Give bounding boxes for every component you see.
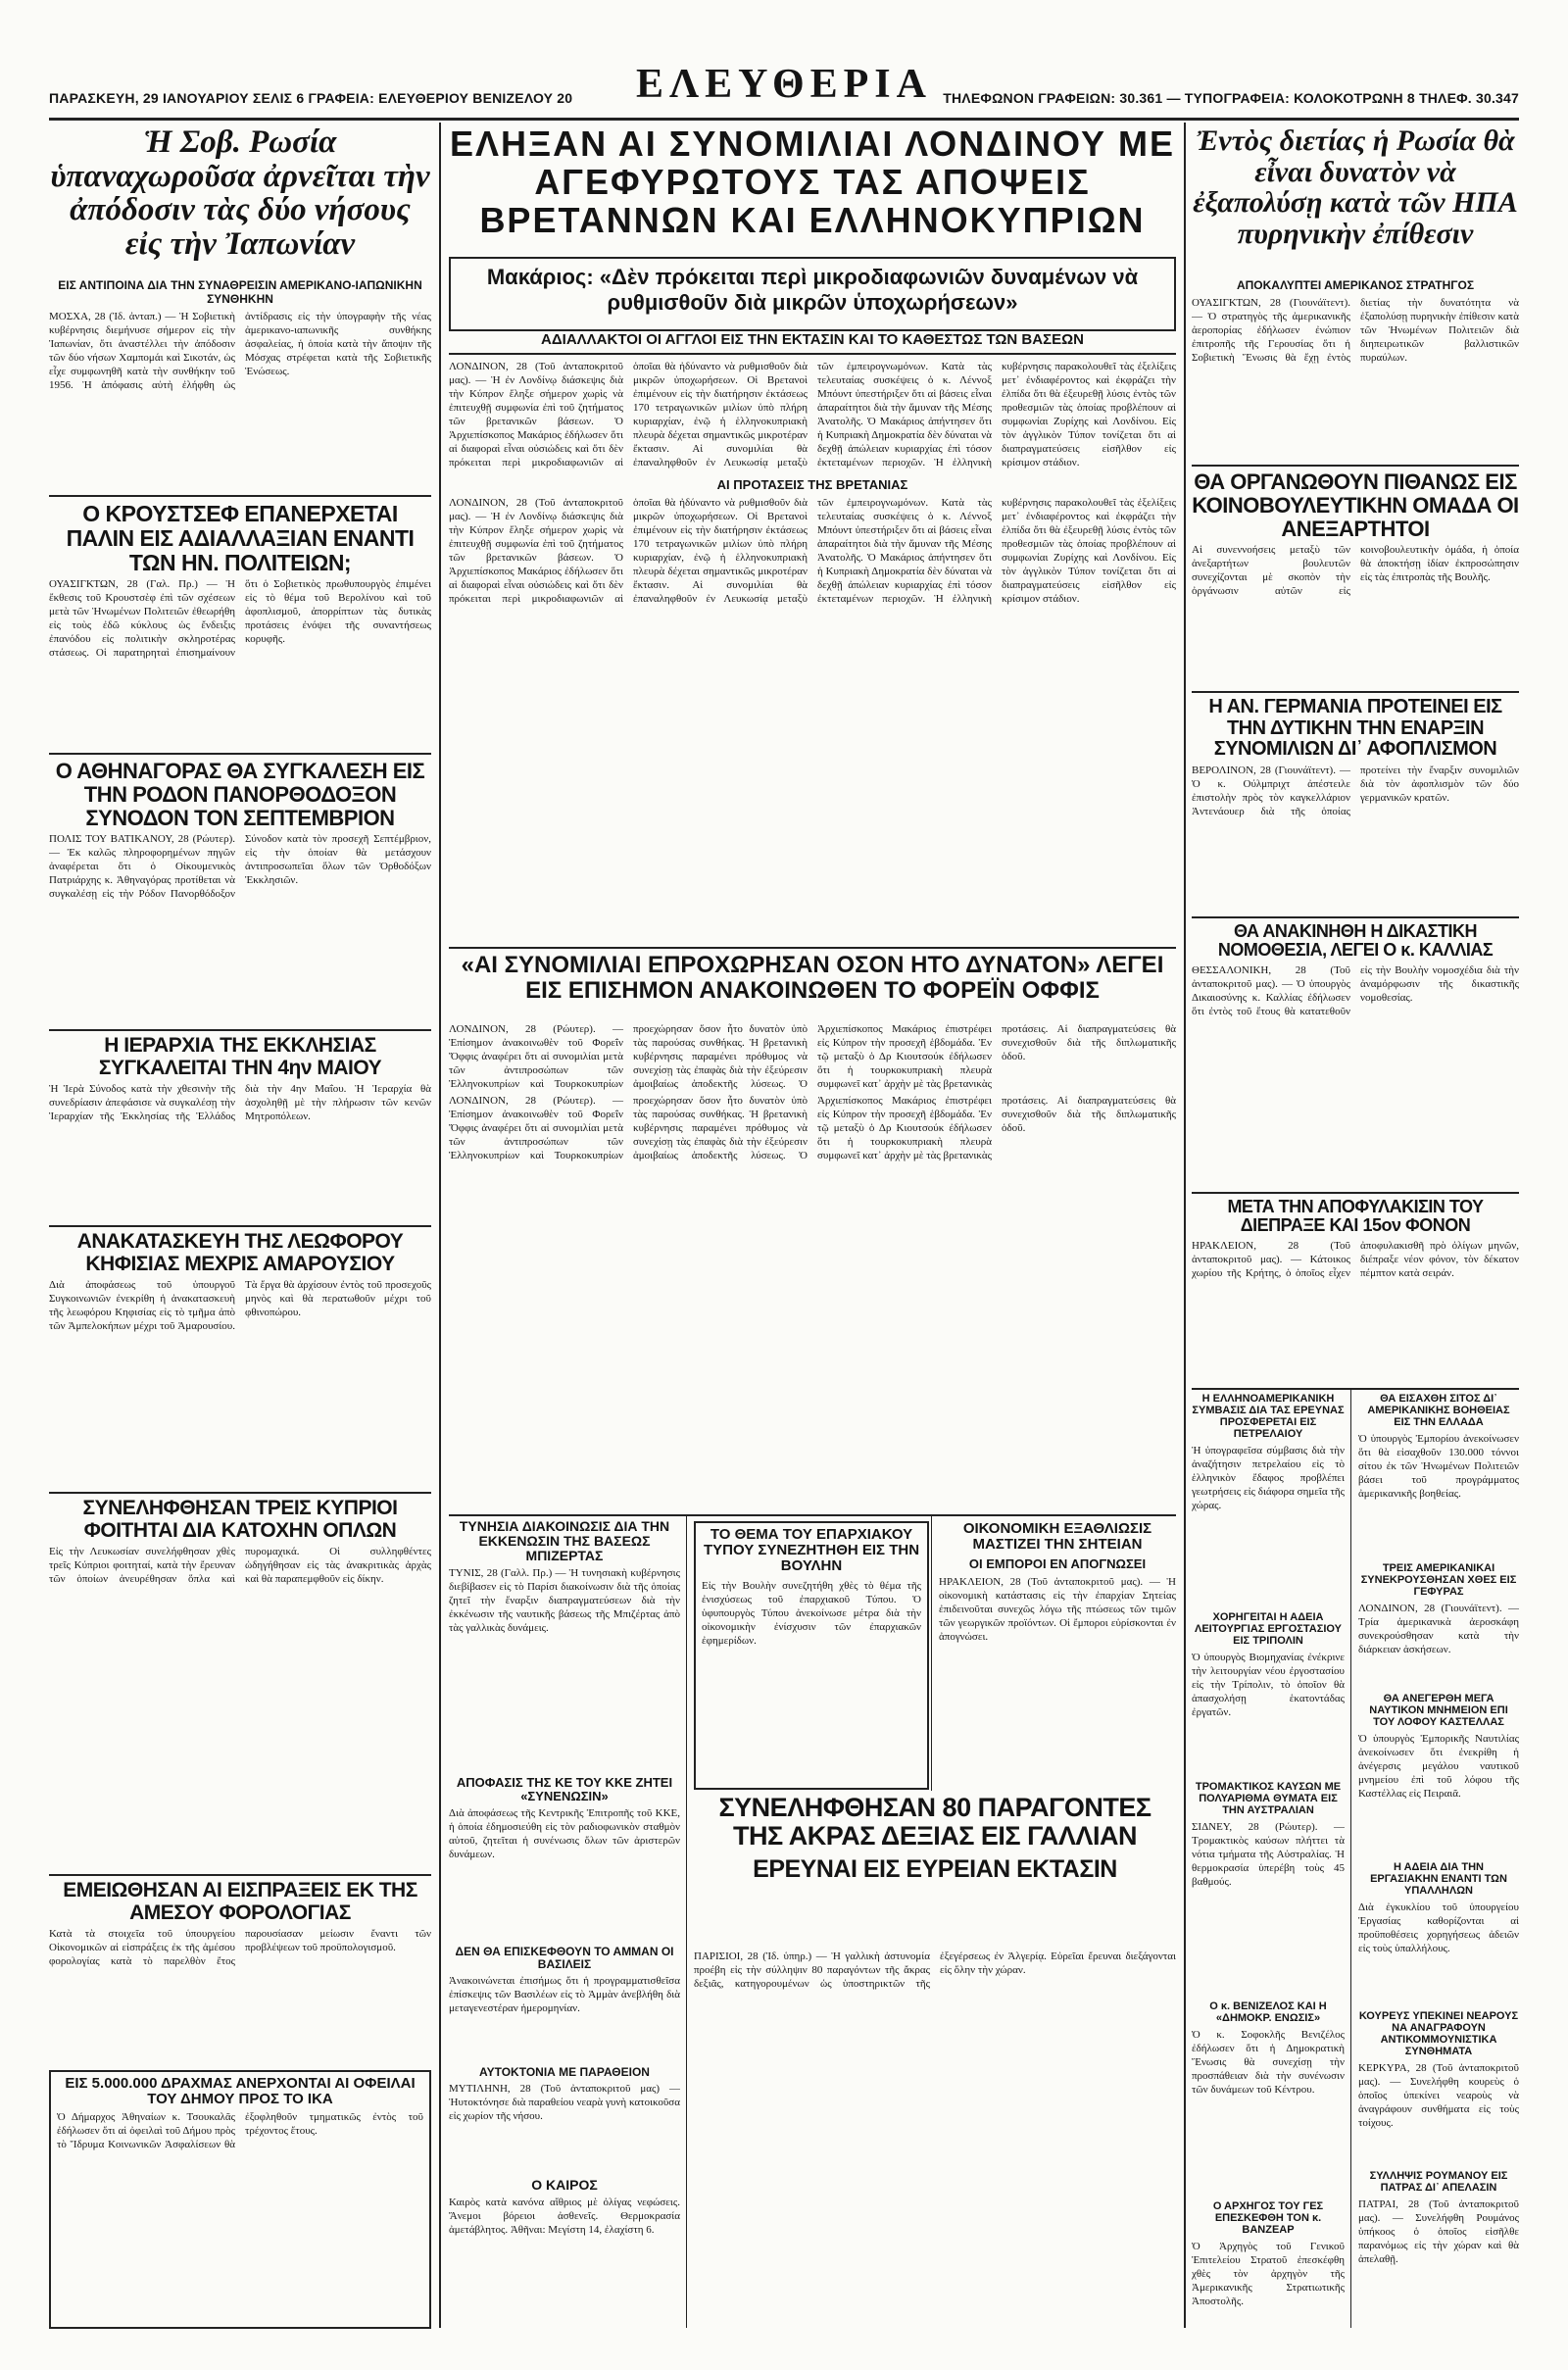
section-rule (1192, 916, 1519, 918)
masthead-phones: ΤΗΛΕΦΩΝΟΝ ΓΡΑΦΕΙΩΝ: 30.361 — ΤΥΠΟΓΡΑΦΕΙΑ: ΚΟΛΟΚΟΤΡΩΝΗ 8 ΤΗΛΕΦ. 30.347 (943, 90, 1519, 106)
headline: Ο ΑΘΗΝΑΓΟΡΑΣ ΘΑ ΣΥΓΚΑΛΕΣΗ ΕΙΣ ΤΗΝ ΡΟΔΟΝ ΠΑΝΟΡΘΟΔΟΞΟΝ ΣΥΝΟΔΟΝ ΤΟΝ ΣΕΠΤΕΜΒΡΙΟΝ (55, 760, 425, 830)
column-rule (1184, 123, 1186, 2328)
article-text: Ὁ Δήμαρχος Ἀθηναίων κ. Τσουκαλᾶς ἐδήλωσεν ὅτι αἱ ὀφειλαὶ τοῦ Δήμου πρὸς τὸ Ἵδρυμα Κοινωνικῶν Ἀσφαλίσεων θὰ ἐξοφληθοῦν τμηματικῶς ἐντὸς τοῦ τρέχοντος ἔτους. (57, 2111, 423, 2151)
article-text: ΠΟΛΙΣ ΤΟΥ ΒΑΤΙΚΑΝΟΥ, 28 (Ρώυτερ). — Ἐκ καλῶς πληροφορημένων πηγῶν ἀναφέρεται ὅτι ὁ Οἰκουμενικὸς Πατριάρχης κ. Ἀθηναγόρας προτίθεται νὰ συγκαλέσῃ εἰς τὴν Ρόδον Πανορθόδοξον Σύνοδον κατὰ τὸν προσεχῆ Σεπτέμβριον, εἰς τὴν ὁποίαν θὰ μετάσχουν ἀντιπροσωπεῖαι ὅλων τῶν Ὀρθοδόξων Ἐκκλησιῶν. (49, 833, 431, 901)
article-russia-nuclear-body (1192, 274, 1519, 461)
article-text: Διὰ ἐγκυκλίου τοῦ ὑπουργείου Ἐργασίας καθορίζονται αἱ προϋποθέσεις χορηγήσεως ἀδειῶν εἰς τοὺς ὑπαλλήλους. (1358, 1901, 1519, 1954)
article-employee-leave (1358, 1862, 1519, 2009)
article-text: ΤΥΝΙΣ, 28 (Γαλλ. Πρ.) — Ἡ τυνησιακὴ κυβέρνησις διεβίβασεν εἰς τὸ Παρίσι διακοίνωσιν διὰ τῆς ὁποίας ζητεῖ τὴν ἔναρξιν διαπραγματεύσεων διὰ τὴν ἐκκένωσιν τῆς ναυτικῆς βάσεως τῆς Μπιζέρτας ἀπὸ τὰς γαλλικὰς δυνάμεις. (449, 1567, 680, 1635)
article-text: Ὁ κ. Σοφοκλῆς Βενιζέλος ἐδήλωσεν ὅτι ἡ Δημοκρατικὴ Ἕνωσις θὰ συνεχίσῃ τὴν προσπάθειαν διὰ τὴν συνένωσιν τῶν δυνάμεων τοῦ Κέντρου. (1192, 2028, 1345, 2096)
article-text: ΛΟΝΔΙΝΟΝ, 28 (Τοῦ ἀνταποκριτοῦ μας). — Ἡ ἐν Λονδίνῳ διάσκεψις διὰ τὴν Κύπρον ἔληξε σήμερον χωρὶς νὰ ἐπιτευχθῇ συμφωνία ἐπὶ τοῦ ζητήματος τῶν βρετανικῶν βάσεων. Ὁ Ἀρχιεπίσκοπος Μακάριος ἐδήλωσεν ὅτι αἱ διαφοραὶ εἶναι οὐσιώδεις καὶ ὅτι δὲν πρόκειται περὶ μικροδιαφωνιῶν αἱ ὁποῖαι θὰ ἠδύναντο νὰ ρυθμισθοῦν διὰ μικρῶν ὑποχωρήσεων. Οἱ Βρετανοὶ ἐπιμένουν εἰς τὴν διατήρησιν ἐκτάσεως 170 τετραγωνικῶν μιλίων ὑπὸ πλήρη κυριαρχίαν, ἐνῷ ἡ ἑλληνοκυπριακὴ πλευρὰ δέχεται σημαντικῶς μικροτέραν ἔκτασιν. Αἱ συνομιλίαι θὰ ἐπαναληφθοῦν ἐν Λευκωσίᾳ μεταξὺ τῶν ἐμπειρογνωμόνων. Κατὰ τὰς τελευταίας συσκέψεις ὁ κ. Λέννοξ Μπόυντ ὑπεστήριξεν ὅτι αἱ βάσεις εἶναι ἀπαραίτητοι διὰ τὴν ἄμυναν τῆς Μέσης Ἀνατολῆς. Ὁ Μακάριος ἀπήντησεν ὅτι ἡ Κυπριακὴ Δημοκρατία δὲν δύναται νὰ δεχθῇ ἀπώλειαν κυριαρχίας ἐπὶ τόσον ἐκτεταμένων περιοχῶν. Ἡ ἑλληνικὴ κυβέρνησις παρακολουθεῖ τὰς ἐξελίξεις μετ᾽ ἐνδιαφέροντος καὶ ἐκφράζει τὴν ἐλπίδα ὅτι θὰ ἐξευρεθῇ λύσις ἐντὸς τῶν προθεσμιῶν τὰς ὁποίας προβλέπουν αἱ συμφωνίαι Ζυρίχης καὶ Λονδίνου. Εἰς τὸν ἀγγλικὸν Τύπον τονίζεται ὅτι αἱ διαπραγματεύσεις εἰσῆλθον εἰς κρίσιμον στάδιον. (449, 361, 1176, 469)
section-rule (1192, 1388, 1519, 1390)
column-rule (686, 1516, 687, 2328)
article-barber (1358, 2011, 1519, 2168)
article-soviet-islands (49, 125, 431, 272)
section-rule (1192, 691, 1519, 693)
article-soviet-islands-body (49, 274, 431, 490)
article-text: Εἰς τὴν Λευκωσίαν συνελήφθησαν χθὲς τρεῖς Κύπριοι φοιτηταί, κατὰ τὴν ἔρευναν τῶν ὁποίων ἀνευρέθησαν ὅπλα καὶ πυρομαχικά. Οἱ συλληφθέντες ὡδηγήθησαν εἰς τὰς ἀνακριτικὰς ἀρχὰς καὶ θὰ παραπεμφθοῦν εἰς δίκην. (49, 1546, 431, 1586)
article-text: ΗΡΑΚΛΕΙΟΝ, 28 (Τοῦ ἀνταποκριτοῦ μας). — Ἡ οἰκονομικὴ κατάστασις εἰς τὴν ἐπαρχίαν Σητείας ἐπιδεινοῦται συνεχῶς λόγω τῆς πτώσεως τῶν τιμῶν τῶν γεωργικῶν προϊόντων. Οἱ ἔμποροι εὑρίσκονται ἐν ἀπογνώσει. (939, 1576, 1176, 1644)
kicker (449, 331, 1176, 355)
headline: Ἡ Σοβ. Ρωσία ὑπαναχωροῦσα ἀρνεῖται τὴν ἀπόδοσιν τὰς δύο νήσους εἰς τὴν Ἰαπωνίαν (50, 125, 430, 262)
article-weather (449, 2178, 680, 2325)
article-far-right-body (694, 1947, 1176, 2325)
headline: «ΑΙ ΣΥΝΟΜΙΛΙΑΙ ΕΠΡΟΧΩΡΗΣΑΝ ΟΣΟΝ ΗΤΟ ΔΥΝΑΤΟΝ» ΛΕΓΕΙ ΕΙΣ ΕΠΙΣΗΜΟΝ ΑΝΑΚΟΙΝΩΘΕΝ ΤΟ ΦΟΡΕΪΝ ΟΦΦΙΣ (461, 953, 1164, 1004)
headline: ΜΕΤΑ ΤΗΝ ΑΠΟΦΥΛΑΚΙΣΙΝ ΤΟΥ ΔΙΕΠΡΑΞΕ ΚΑΙ 15ον ΦΟΝΟΝ (1227, 1198, 1484, 1236)
headline: Η ΑΝ. ΓΕΡΜΑΝΙΑ ΠΡΟΤΕΙΝΕΙ ΕΙΣ ΤΗΝ ΔΥΤΙΚΗΝ ΤΗΝ ΕΝΑΡΞΙΝ ΣΥΝΟΜΙΛΙΩΝ ΔΙ᾽ ΑΦΟΠΛΙΣΜΟΝ (1208, 697, 1502, 761)
headline: ΘΑ ΑΝΑΚΙΝΗΘΗ Η ΔΙΚΑΣΤΙΚΗ ΝΟΜΟΘΕΣΙΑ, ΛΕΓΕΙ Ο κ. ΚΑΛΛΙΑΣ (1217, 922, 1494, 961)
headline: ΕΜΕΙΩΘΗΣΑΝ ΑΙ ΕΙΣΠΡΑΞΕΙΣ ΕΚ ΤΗΣ ΑΜΕΣΟΥ ΦΟΡΟΛΟΓΙΑΣ (63, 1880, 417, 1924)
article-romanian-arrest (1358, 2171, 1519, 2325)
section-rule (49, 1225, 431, 1227)
article-text: Αἱ συνεννοήσεις μεταξὺ τῶν ἀνεξαρτήτων βουλευτῶν συνεχίζονται μὲ σκοπὸν τὴν ὀργάνωσιν αὐτῶν εἰς κοινοβουλευτικὴν ὁμάδα, ἡ ὁποία θὰ ἀποκτήσῃ ἰδίαν ἐκπροσώπησιν εἰς τὰς ἐπιτροπὰς τῆς Βουλῆς. (1192, 544, 1519, 598)
newspaper-title: ΕΛΕΥΘΕΡΙΑ (636, 62, 932, 107)
section-rule (449, 947, 1176, 949)
headline: Η ΙΕΡΑΡΧΙΑ ΤΗΣ ΕΚΚΛΗΣΙΑΣ ΣΥΓΚΑΛΕΙΤΑΙ ΤΗΝ 4ην ΜΑΙΟΥ (98, 1035, 382, 1079)
article-text-continued: ΛΟΝΔΙΝΟΝ, 28 (Τοῦ ἀνταποκριτοῦ μας). — Ἡ ἐν Λονδίνῳ διάσκεψις διὰ τὴν Κύπρον ἔληξε σήμερον χωρὶς νὰ ἐπιτευχθῇ συμφωνία ἐπὶ τοῦ ζητήματος τῶν βρετανικῶν βάσεων. Ὁ Ἀρχιεπίσκοπος Μακάριος ἐδήλωσεν ὅτι αἱ διαφοραὶ εἶναι οὐσιώδεις καὶ ὅτι δὲν πρόκειται περὶ μικροδιαφωνιῶν αἱ ὁποῖαι θὰ ἠδύναντο νὰ ρυθμισθοῦν διὰ μικρῶν ὑποχωρήσεων. Οἱ Βρετανοὶ ἐπιμένουν εἰς τὴν διατήρησιν ἐκτάσεως 170 τετραγωνικῶν μιλίων ὑπὸ πλήρη κυριαρχίαν, ἐνῷ ἡ ἑλληνοκυπριακὴ πλευρὰ δέχεται σημαντικῶς μικροτέραν ἔκτασιν. Αἱ συνομιλίαι θὰ ἐπαναληφθοῦν ἐν Λευκωσίᾳ μεταξὺ τῶν ἐμπειρογνωμόνων. Κατὰ τὰς τελευταίας συσκέψεις ὁ κ. Λέννοξ Μπόυντ ὑπεστήριξεν ὅτι αἱ βάσεις εἶναι ἀπαραίτητοι διὰ τὴν ἄμυναν τῆς Μέσης Ἀνατολῆς. Ὁ Μακάριος ἀπήντησεν ὅτι ἡ Κυπριακὴ Δημοκρατία δὲν δύναται νὰ δεχθῇ ἀπώλειαν κυριαρχίας ἐπὶ τόσον ἐκτεταμένων περιοχῶν. Ἡ ἑλληνικὴ κυβέρνησις παρακολουθεῖ τὰς ἐξελίξεις μετ᾽ ἐνδιαφέροντος καὶ ἐκφράζει τὴν ἐλπίδα ὅτι θὰ ἐξευρεθῇ λύσις ἐντὸς τῶν προθεσμιῶν τὰς ὁποίας προβλέπουν αἱ συμφωνίαι Ζυρίχης καὶ Λονδίνου. Εἰς τὸν ἀγγλικὸν Τύπον τονίζεται ὅτι αἱ διαπραγματεύσεις εἰσῆλθον εἰς κρίσιμον στάδιον. (449, 497, 1176, 605)
headline: ΘΑ ΟΡΓΑΝΩΘΟΥΝ ΠΙΘΑΝΩΣ ΕΙΣ ΚΟΙΝΟΒΟΥΛΕΥΤΙΚΗΝ ΟΜΑΔΑ ΟΙ ΑΝΕΞΑΡΤΗΤΟΙ (1192, 470, 1519, 541)
article-text: Ἀνακοινώνεται ἐπισήμως ὅτι ἡ προγραμματισθεῖσα ἐπίσκεψις τῶν Βασιλέων εἰς τὸ Ἀμμὰν ἀνεβλήθη διὰ μεταγενεστέραν ἡμερομηνίαν. (449, 1974, 680, 2014)
article-text-continued: ΛΟΝΔΙΝΟΝ, 28 (Ρώυτερ). — Ἐπίσημον ἀνακοινωθὲν τοῦ Φορεΐν Ὄφφις ἀναφέρει ὅτι αἱ συνομιλίαι μετὰ τῶν ἀντιπροσώπων τῶν Ἑλληνοκυπρίων καὶ Τουρκοκυπρίων προεχώρησαν ὅσον ἦτο δυνατὸν ὑπὸ τὰς παρούσας συνθήκας. Ἡ βρετανικὴ κυβέρνησις παραμένει πρόθυμος νὰ συνεχίσῃ τὰς ἐπαφὰς διὰ τὴν ἐξεύρεσιν ἀμοιβαίως ἀποδεκτῆς λύσεως. Ὁ Ἀρχιεπίσκοπος Μακάριος ἐπιστρέφει εἰς Κύπρον τὴν προσεχῆ ἑβδομάδα. Ἐν τῷ μεταξὺ ὁ Δρ Κιουτσούκ ἐδήλωσεν ὅτι ἡ τουρκοκυπριακὴ πλευρὰ συμφωνεῖ κατ᾽ ἀρχὴν μὲ τὰς βρετανικὰς προτάσεις. Αἱ διαπραγματεύσεις θὰ συνεχισθοῦν διὰ τῆς διπλωματικῆς ὁδοῦ. (449, 1095, 1176, 1161)
article-text: ΜΥΤΙΛΗΝΗ, 28 (Τοῦ ἀνταποκριτοῦ μας) — Ἠυτοκτόνησε διὰ παραθείου νεαρὰ γυνὴ κατοικοῦσα εἰς χωρίον τῆς νήσου. (449, 2082, 680, 2122)
headline: ΔΕΝ ΘΑ ΕΠΙΣΚΕΦΘΟΥΝ ΤΟ ΑΜΜΑΝ ΟΙ ΒΑΣΙΛΕΙΣ (455, 1946, 674, 1971)
article-plane-collision (1358, 1563, 1519, 1691)
foreign-office-headline (449, 953, 1176, 1017)
headline: ΘΑ ΑΝΕΓΕΡΘΗ ΜΕΓΑ ΝΑΥΤΙΚΟΝ ΜΝΗΜΕΙΟΝ ΕΠΙ ΤΟΥ ΛΟΦΟΥ ΚΑΣΤΕΛΛΑΣ (1369, 1694, 1508, 1728)
article-15th-murder (1192, 1198, 1519, 1384)
article-text: ΘΕΣΣΑΛΟΝΙΚΗ, 28 (Τοῦ ἀνταποκριτοῦ μας). — Ὁ ὑπουργὸς Δικαιοσύνης κ. Καλλίας ἐδήλωσεν ὅτι ἐντὸς τοῦ ἔτους θὰ κατατεθοῦν εἰς τὴν Βουλὴν νομοσχέδια διὰ τὴν ἀναμόρφωσιν τῆς δικαστικῆς νομοθεσίας. (1192, 963, 1519, 1017)
article-text: ΒΕΡΟΛΙΝΟΝ, 28 (Γιουνάϊτεντ). — Ὁ κ. Ούλμπριχτ ἀπέστειλε ἐπιστολὴν πρὸς τὸν καγκελλάριον Ἀντενάουερ διὰ τῆς ὁποίας προτείνει τὴν ἔναρξιν συνομιλιῶν διὰ τὸν ἀφοπλισμὸν τῶν δύο γερμανικῶν κρατῶν. (1192, 764, 1519, 817)
article-khrushchev (49, 502, 431, 747)
article-text: ΛΟΝΔΙΝΟΝ, 28 (Γιουνάϊτεντ). — Τρία ἀμερικανικὰ ἀεροσκάφη συνεκρούσθησαν κατὰ τὴν διάρκειαν ἀσκήσεων. (1358, 1602, 1519, 1655)
subheadline: ΕΙΣ ΑΝΤΙΠΟΙΝΑ ΔΙΑ ΤΗΝ ΣΥΝΑΘΡΕΙΣΙΝ ΑΜΕΡΙΚΑΝΟ-ΙΑΠΩΝΙΚΗΝ ΣΥΝΘΗΚΗΝ (58, 278, 422, 306)
article-text: Ὁ ὑπουργὸς Ἐμπορικῆς Ναυτιλίας ἀνεκοίνωσεν ὅτι ἐνεκρίθη ἡ ἀνέγερσις μεγάλου ναυτικοῦ μνημείου ἐπὶ τοῦ λόφου τῆς Καστέλλας εἰς Πειραιᾶ. (1358, 1732, 1519, 1800)
headline: ΣΥΛΛΗΨΙΣ ΡΟΥΜΑΝΟΥ ΕΙΣ ΠΑΤΡΑΣ ΔΙ᾽ ΑΠΕΛΑΣΙΝ (1369, 2171, 1508, 2194)
headline: Ο ΚΡΟΥΣΤΣΕΦ ΕΠΑΝΕΡΧΕΤΑΙ ΠΑΛΙΝ ΕΙΣ ΑΔΙΑΛΛΑΞΙΑΝ ΕΝΑΝΤΙ ΤΩΝ ΗΝ. ΠΟΛΙΤΕΙΩΝ; (66, 502, 415, 575)
article-venizelos (1192, 2001, 1345, 2197)
article-text: Ὁ ὑπουργὸς Βιομηχανίας ἐνέκρινε τὴν λειτουργίαν νέου ἐργοστασίου εἰς τὴν Τρίπολιν, τὸ ὁποῖον θὰ ἀπασχολήσῃ ἑκατοντάδας ἐργατῶν. (1192, 1651, 1345, 1718)
column-rule (931, 1516, 932, 1791)
section-rule (1192, 1192, 1519, 1194)
article-russia-nuclear (1192, 125, 1519, 272)
headline: ΤΥΝΗΣΙΑ ΔΙΑΚΟΙΝΩΣΙΣ ΔΙΑ ΤΗΝ ΕΚΚΕΝΩΣΙΝ ΤΗΣ ΒΑΣΕΩΣ ΜΠΙΖΕΡΤΑΣ (459, 1519, 670, 1564)
article-east-germany (1192, 697, 1519, 913)
article-amman (449, 1946, 680, 2063)
headline: ΤΟ ΘΕΜΑ ΤΟΥ ΕΠΑΡΧΙΑΚΟΥ ΤΥΠΟΥ ΣΥΝΕΖΗΤΗΘΗ ΕΙΣ ΤΗΝ ΒΟΥΛΗΝ (703, 1526, 920, 1575)
article-text: ΛΟΝΔΙΝΟΝ, 28 (Ρώυτερ). — Ἐπίσημον ἀνακοινωθὲν τοῦ Φορεΐν Ὄφφις ἀναφέρει ὅτι αἱ συνομιλίαι μετὰ τῶν ἀντιπροσώπων τῶν Ἑλληνοκυπρίων καὶ Τουρκοκυπρίων προεχώρησαν ὅσον ἦτο δυνατὸν ὑπὸ τὰς παρούσας συνθήκας. Ἡ βρετανικὴ κυβέρνησις παραμένει πρόθυμος νὰ συνεχίσῃ τὰς ἐπαφὰς διὰ τὴν ἐξεύρεσιν ἀμοιβαίως ἀποδεκτῆς λύσεως. Ὁ Ἀρχιεπίσκοπος Μακάριος ἐπιστρέφει εἰς Κύπρον τὴν προσεχῆ ἑβδομάδα. Ἐν τῷ μεταξὺ ὁ Δρ Κιουτσούκ ἐδήλωσεν ὅτι ἡ τουρκοκυπριακὴ πλευρὰ συμφωνεῖ κατ᾽ ἀρχὴν μὲ τὰς βρετανικὰς προτάσεις. Αἱ διαπραγματεύσεις θὰ συνεχισθοῦν διὰ τῆς διπλωματικῆς ὁδοῦ. (449, 1023, 1176, 1090)
article-text: Ὁ ὑπουργὸς Ἐμπορίου ἀνεκοίνωσεν ὅτι θὰ εἰσαχθοῦν 130.000 τόννοι σίτου ἐκ τῶν Ἡνωμένων Πολιτειῶν βάσει τοῦ προγράμματος ἀμερικανικῆς βοηθείας. (1358, 1432, 1519, 1500)
column-rule (1350, 1390, 1351, 2328)
article-provincial-press (694, 1521, 929, 1790)
headline: ΧΟΡΗΓΕΙΤΑΙ Η ΑΔΕΙΑ ΛΕΙΤΟΥΡΓΙΑΣ ΕΡΓΟΣΤΑΣΙΟΥ ΕΙΣ ΤΡΙΠΟΛΙΝ (1195, 1612, 1342, 1647)
kicker-text: ΑΔΙΑΛΛΑΚΤΟΙ ΟΙ ΑΓΓΛΟΙ ΕΙΣ ΤΗΝ ΕΚΤΑΣΙΝ ΚΑΙ ΤΟ ΚΑΘΕΣΤΩΣ ΤΩΝ ΒΑΣΕΩΝ (541, 331, 1084, 348)
article-kifisias-avenue (49, 1231, 431, 1486)
article-municipal-debts (49, 2070, 431, 2329)
subheadline: ΕΡΕΥΝΑΙ ΕΙΣ ΕΥΡΕΙΑΝ ΕΚΤΑΣΙΝ (753, 1855, 1117, 1884)
article-cypriot-students (49, 1498, 431, 1870)
article-suicide (449, 2066, 680, 2174)
headline: Ο κ. ΒΕΝΙΖΕΛΟΣ ΚΑΙ Η «ΔΗΜΟΚΡ. ΕΝΩΣΙΣ» (1209, 2001, 1327, 2024)
article-athenagoras (49, 760, 431, 1024)
article-kke (449, 1776, 680, 1943)
headline: Η ΕΛΛΗΝΟΑΜΕΡΙΚΑΝΙΚΗ ΣΥΜΒΑΣΙΣ ΔΙΑ ΤΑΣ ΕΡΕΥΝΑΣ ΠΡΟΣΦΕΡΕΤΑΙ ΕΙΣ ΠΕΤΡΕΛΑΙΟΥ (1192, 1394, 1345, 1440)
article-petroleum (1192, 1394, 1345, 1609)
headline: ΤΡΟΜΑΚΤΙΚΟΣ ΚΑΥΣΩΝ ΜΕ ΠΟΛΥΑΡΙΘΜΑ ΘΥΜΑΤΑ ΕΙΣ ΤΗΝ ΑΥΣΤΡΑΛΙΑΝ (1195, 1782, 1342, 1816)
headline: ΕΙΣ 5.000.000 ΔΡΑΧΜΑΣ ΑΝΕΡΧΟΝΤΑΙ ΑΙ ΟΦΕΙΛΑΙ ΤΟΥ ΔΗΜΟΥ ΠΡΟΣ ΤΟ ΙΚΑ (65, 2075, 416, 2108)
article-wheat-aid (1358, 1394, 1519, 1560)
masthead-date-address: ΠΑΡΑΣΚΕΥΗ, 29 ΙΑΝΟΥΑΡΙΟΥ ΣΕΛΙΣ 6 ΓΡΑΦΕΙΑ: ΕΛΕΥΘΕΡΙΟΥ ΒΕΝΙΖΕΛΟΥ 20 (49, 90, 573, 106)
headline: ΟΙΚΟΝΟΜΙΚΗ ΕΞΑΘΛΙΩΣΙΣ ΜΑΣΤΙΖΕΙ ΤΗΝ ΣΗΤΕΙΑΝ (962, 1521, 1152, 1554)
article-text: ΜΟΣΧΑ, 28 (Ἰδ. ἀνταπ.) — Ἡ Σοβιετικὴ κυβέρνησις διεμήνυσε σήμερον εἰς τὴν Ἰαπωνίαν, ὅτι ἀναστέλλει τὴν ἀπόδοσιν τῶν δύο νήσων Χαμπομάι καὶ Σικοτάν, ὡς εἶχε συμφωνηθῆ κατὰ τὴν συνθήκην τοῦ 1956. Ἡ ἀπόφασις αὐτὴ ἐλήφθη ὡς ἀντίδρασις εἰς τὴν ὑπογραφὴν τῆς νέας ἀμερικανο-ιαπωνικῆς συνθήκης ἀσφαλείας, ἡ ὁποία κατὰ τὴν ἄποψιν τῆς Μόσχας στρέφεται κατὰ τῆς Σοβιετικῆς Ἑνώσεως. (49, 311, 431, 391)
article-text: ΗΡΑΚΛΕΙΟΝ, 28 (Τοῦ ἀνταποκριτοῦ μας). — Κάτοικος χωρίου τῆς Κρήτης, ὁ ὁποῖος εἶχεν ἀποφυλακισθῆ πρὸ ὀλίγων μηνῶν, διέπραξε νέον φόνον, τὸν δέκατον πέμπτον κατὰ σειράν. (1192, 1239, 1519, 1279)
section-rule (49, 753, 431, 755)
article-far-right-france (694, 1794, 1176, 1941)
article-text: Ἡ ὑπογραφεῖσα σύμβασις διὰ τὴν ἀναζήτησιν πετρελαίου εἰς τὸ ἑλληνικὸν ἔδαφος προβλέπει γεωτρήσεις εἰς διάφορα σημεῖα τῆς χώρας. (1192, 1444, 1345, 1511)
headline: ΘΑ ΕΙΣΑΧΘΗ ΣΙΤΟΣ ΔΙ᾽ ΑΜΕΡΙΚΑΝΙΚΗΣ ΒΟΗΘΕΙΑΣ ΕΙΣ ΤΗΝ ΕΛΛΑΔΑ (1367, 1394, 1510, 1428)
article-judicial-legislation (1192, 922, 1519, 1187)
article-text: Διὰ ἀποφάσεως τῆς Κεντρικῆς Ἐπιτροπῆς τοῦ ΚΚΕ, ἡ ὁποία ἐδημοσιεύθη εἰς τὸν ραδιοφωνικὸν σταθμὸν αὐτοῦ, ζητεῖται ἡ συνένωσις ὅλων τῶν ἀριστερῶν δυνάμεων. (449, 1807, 680, 1861)
article-text: ΟΥΑΣΙΓΚΤΩΝ, 28 (Γαλ. Πρ.) — Ἡ ἔκθεσις τοῦ Κρουστσὲφ ἐπὶ τῶν σχέσεων μετὰ τῶν Ἡνωμένων Πολιτειῶν ἐθεωρήθη εἰς τοὺς ἐδῶ κύκλους ὡς ἔνδειξις ἐπανόδου εἰς πολιτικὴν σκληροτέρας στάσεως. Οἱ παρατηρηταὶ ἐπισημαίνουν ὅτι ὁ Σοβιετικὸς πρωθυπουργὸς ἐπιμένει εἰς τὸ θέμα τοῦ Βερολίνου καὶ τοῦ ἀφοπλισμοῦ, ἀπορρίπτων τὰς δυτικὰς προτάσεις ἐνόψει τῆς συναντήσεως κορυφῆς. (49, 578, 431, 660)
article-foreign-office (449, 1019, 1176, 1509)
section-rule (49, 1492, 431, 1494)
masthead (49, 61, 1519, 121)
headline: ΤΡΕΙΣ ΑΜΕΡΙΚΑΝΙΚΑΙ ΣΥΝΕΚΡΟΥΣΘΗΣΑΝ ΧΘΕΣ ΕΙΣ ΓΕΦΥΡΑΣ (1360, 1563, 1517, 1598)
article-text: ΟΥΑΣΙΓΚΤΩΝ, 28 (Γιουνάϊτεντ). — Ὁ στρατηγὸς τῆς ἀμερικανικῆς ἀεροπορίας ἐδήλωσεν ἐνώπιον ἐπιτροπῆς τῆς Γερουσίας ὅτι ἡ Σοβιετικὴ Ἕνωσις θὰ ἔχῃ ἐντὸς διετίας τὴν δυνατότητα νὰ ἐξαπολύσῃ πυρηνικὴν ἐπίθεσιν κατὰ τῶν Ἡνωμένων Πολιτειῶν διὰ διηπειρωτικῶν βαλλιστικῶν πυραύλων. (1192, 297, 1519, 364)
headline: ΚΟΥΡΕΥΣ ΥΠΕΚΙΝΕΙ ΝΕΑΡΟΥΣ ΝΑ ΑΝΑΓΡΑΦΟΥΝ ΑΝΤΙΚΟΜΜΟΥΝΙΣΤΙΚΑ ΣΥΝΘΗΜΑΤΑ (1358, 2011, 1519, 2057)
article-economic-sitia (939, 1521, 1176, 1786)
article-australia-heatwave (1192, 1782, 1345, 1998)
article-text: Εἰς τὴν Βουλὴν συνεζητήθη χθὲς τὸ θέμα τῆς ἐνισχύσεως τοῦ ἐπαρχιακοῦ Τύπου. Ὁ ὑφυπουργὸς Τύπου ἀνεκοίνωσε μέτρα διὰ τὴν οἰκονομικὴν ἐνίσχυσιν τῶν ἐπαρχιακῶν ἐφημερίδων. (702, 1579, 921, 1647)
headline: Ο ΚΑΙΡΟΣ (531, 2178, 598, 2193)
headline: Η ΑΔΕΙΑ ΔΙΑ ΤΗΝ ΕΡΓΑΣΙΑΚΗΝ ΕΝΑΝΤΙ ΤΩΝ ΥΠΑΛΛΗΛΩΝ (1370, 1862, 1507, 1897)
main-headline-block (449, 125, 1176, 253)
main-headline: ΕΛΗΞΑΝ ΑΙ ΣΥΝΟΜΙΛΙΑΙ ΛΟΝΔΙΝΟΥ ΜΕ ΑΓΕΦΥΡΩΤΟΥΣ ΤΑΣ ΑΠΟΨΕΙΣ ΒΡΕΤΑΝΝΩΝ ΚΑΙ ΕΛΛΗΝΟΚΥΠΡΙΩΝ (449, 125, 1176, 240)
headline: ΑΠΟΦΑΣΙΣ ΤΗΣ ΚΕ ΤΟΥ ΚΚΕ ΖΗΤΕΙ «ΣΥΝΕΝΩΣΙΝ» (456, 1776, 673, 1804)
makarios-quote: Μακάριος: «Δὲν πρόκειται περὶ μικροδιαφωνιῶν δυναμένων νὰ ρυθμισθοῦν διὰ μικρῶν ὑποχωρήσεων» (486, 265, 1139, 315)
section-rule (1192, 465, 1519, 467)
article-text: ΣΙΔΝΕΥ, 28 (Ρώυτερ). — Τρομακτικὸς καύσων πλήττει τὰ νότια τμήματα τῆς Αὐστραλίας. Ἡ θερμοκρασία ὑπερέβη τοὺς 45 βαθμούς. (1192, 1820, 1345, 1888)
makarios-quote-box (449, 257, 1176, 331)
headline: ΑΥΤΟΚΤΟΝΙΑ ΜΕ ΠΑΡΑΘΕΙΟΝ (479, 2066, 650, 2079)
subheadline: ΑΠΟΚΑΛΥΠΤΕΙ ΑΜΕΡΙΚΑΝΟΣ ΣΤΡΑΤΗΓΟΣ (1236, 278, 1475, 292)
article-tripoli-factory (1192, 1612, 1345, 1779)
subheadline: ΟΙ ΕΜΠΟΡΟΙ ΕΝ ΑΠΟΓΝΩΣΕΙ (968, 1556, 1147, 1572)
headline: ΣΥΝΕΛΗΦΘΗΣΑΝ 80 ΠΑΡΑΓΟΝΤΕΣ ΤΗΣ ΑΚΡΑΣ ΔΕΞΙΑΣ ΕΙΣ ΓΑΛΛΙΑΝ (718, 1794, 1152, 1852)
section-rule (49, 1029, 431, 1031)
article-text: Διὰ ἀποφάσεως τοῦ ὑπουργοῦ Συγκοινωνιῶν ἐνεκρίθη ἡ ἀνακατασκευὴ τῆς λεωφόρου Κηφισίας εἰς τὸ τμῆμα ἀπὸ τῶν Ἀμπελοκήπων μέχρι τοῦ Ἀμαρουσίου. Τὰ ἔργα θὰ ἀρχίσουν ἐντὸς τοῦ προσεχοῦς μηνὸς καὶ θὰ περατωθοῦν μέχρι τοῦ φθινοπώρου. (49, 1279, 431, 1333)
article-text: Καιρὸς κατὰ κανόνα αἴθριος μὲ ὀλίγας νεφώσεις. Ἄνεμοι βόρειοι ἀσθενεῖς. Θερμοκρασία ἀμετάβλητος. Ἀθῆναι: Μεγίστη 14, ἐλαχίστη 6. (449, 2197, 680, 2237)
article-army-chief (1192, 2201, 1345, 2325)
article-text: ΠΑΤΡΑΙ, 28 (Τοῦ ἀνταποκριτοῦ μας). — Συνελήφθη Ρουμάνος ὑπήκοος ὁ ὁποῖος εἰσῆλθε παρανόμως εἰς τὴν χώραν καὶ θὰ ἀπελαθῇ. (1358, 2197, 1519, 2265)
article-text: ΠΑΡΙΣΙΟΙ, 28 (Ἰδ. ὑπηρ.) — Ἡ γαλλικὴ ἀστυνομία προέβη εἰς τὴν σύλληψιν 80 παραγόντων τῆς ἄκρας δεξιᾶς, κατηγορουμένων ὡς ὑποστηρικτῶν τῆς ἐξεγέρσεως ἐν Ἀλγερίᾳ. Εὐρεῖαι ἔρευναι διεξάγονται εἰς ὅλην τὴν χώραν. (694, 1950, 1176, 1990)
article-tax-revenue (49, 1880, 431, 2066)
subsection-heading: ΑΙ ΠΡΟΤΑΣΕΙΣ ΤΗΣ ΒΡΕΤΑΝΙΑΣ (716, 477, 908, 492)
headline: ΣΥΝΕΛΗΦΘΗΣΑΝ ΤΡΕΙΣ ΚΥΠΡΙΟΙ ΦΟΙΤΗΤΑΙ ΔΙΑ ΚΑΤΟΧΗΝ ΟΠΛΩΝ (82, 1498, 398, 1542)
article-text: ΚΕΡΚΥΡΑ, 28 (Τοῦ ἀνταποκριτοῦ μας). — Συνελήφθη κουρεὺς ὁ ὁποῖος ὑπεκίνει νεαροὺς νὰ ἀναγράφουν συνθήματα εἰς τοὺς τοίχους. (1358, 2061, 1519, 2129)
headline: Ο ΑΡΧΗΓΟΣ ΤΟΥ ΓΕΣ ΕΠΕΣΚΕΦΘΗ ΤΟΝ κ. ΒΑΝΖΕΑΡ (1212, 2201, 1324, 2236)
article-london-talks (449, 357, 1176, 945)
article-text: Ὁ Ἀρχηγὸς τοῦ Γενικοῦ Ἐπιτελείου Στρατοῦ ἐπεσκέφθη χθὲς τὸν ἀρχηγὸν τῆς Ἀμερικανικῆς Στρατιωτικῆς Ἀποστολῆς. (1192, 2240, 1345, 2307)
headline: Ἐντὸς διετίας ἡ Ρωσία θὰ εἶναι δυνατὸν νὰ ἐξαπολύσῃ κατὰ τῶν ΗΠΑ πυρηνικὴν ἐπίθεσιν (1193, 125, 1518, 250)
article-independents (1192, 470, 1519, 686)
section-rule (449, 1514, 1176, 1516)
article-hierarchy (49, 1035, 431, 1221)
article-text: Ἡ Ἱερὰ Σύνοδος κατὰ τὴν χθεσινὴν τῆς συνεδρίασιν ἀπεφάσισε νὰ συγκαλέσῃ τὴν Ἱεραρχίαν τῆς Ἐκκλησίας τῆς Ἑλλάδος διὰ τὴν 4ην Μαΐου. Ἡ Ἱεραρχία θὰ ἀσχοληθῇ μὲ τὴν πλήρωσιν τῶν κενῶν Μητροπόλεων. (49, 1083, 431, 1123)
column-rule (439, 123, 441, 2328)
section-rule (49, 495, 431, 497)
section-rule (49, 1874, 431, 1876)
article-text: Κατὰ τὰ στοιχεῖα τοῦ ὑπουργείου Οἰκονομικῶν αἱ εἰσπράξεις ἐκ τῆς ἀμέσου φορολογίας κατὰ τὸ παρελθὸν ἔτος παρουσίασαν μείωσιν ἔναντι τῶν προβλέψεων τοῦ προϋπολογισμοῦ. (49, 1928, 431, 1968)
article-naval-monument (1358, 1694, 1519, 1860)
headline: ΑΝΑΚΑΤΑΣΚΕΥΗ ΤΗΣ ΛΕΩΦΟΡΟΥ ΚΗΦΙΣΙΑΣ ΜΕΧΡΙΣ ΑΜΑΡΟΥΣΙΟΥ (76, 1231, 404, 1275)
article-tunisia (449, 1519, 680, 1774)
